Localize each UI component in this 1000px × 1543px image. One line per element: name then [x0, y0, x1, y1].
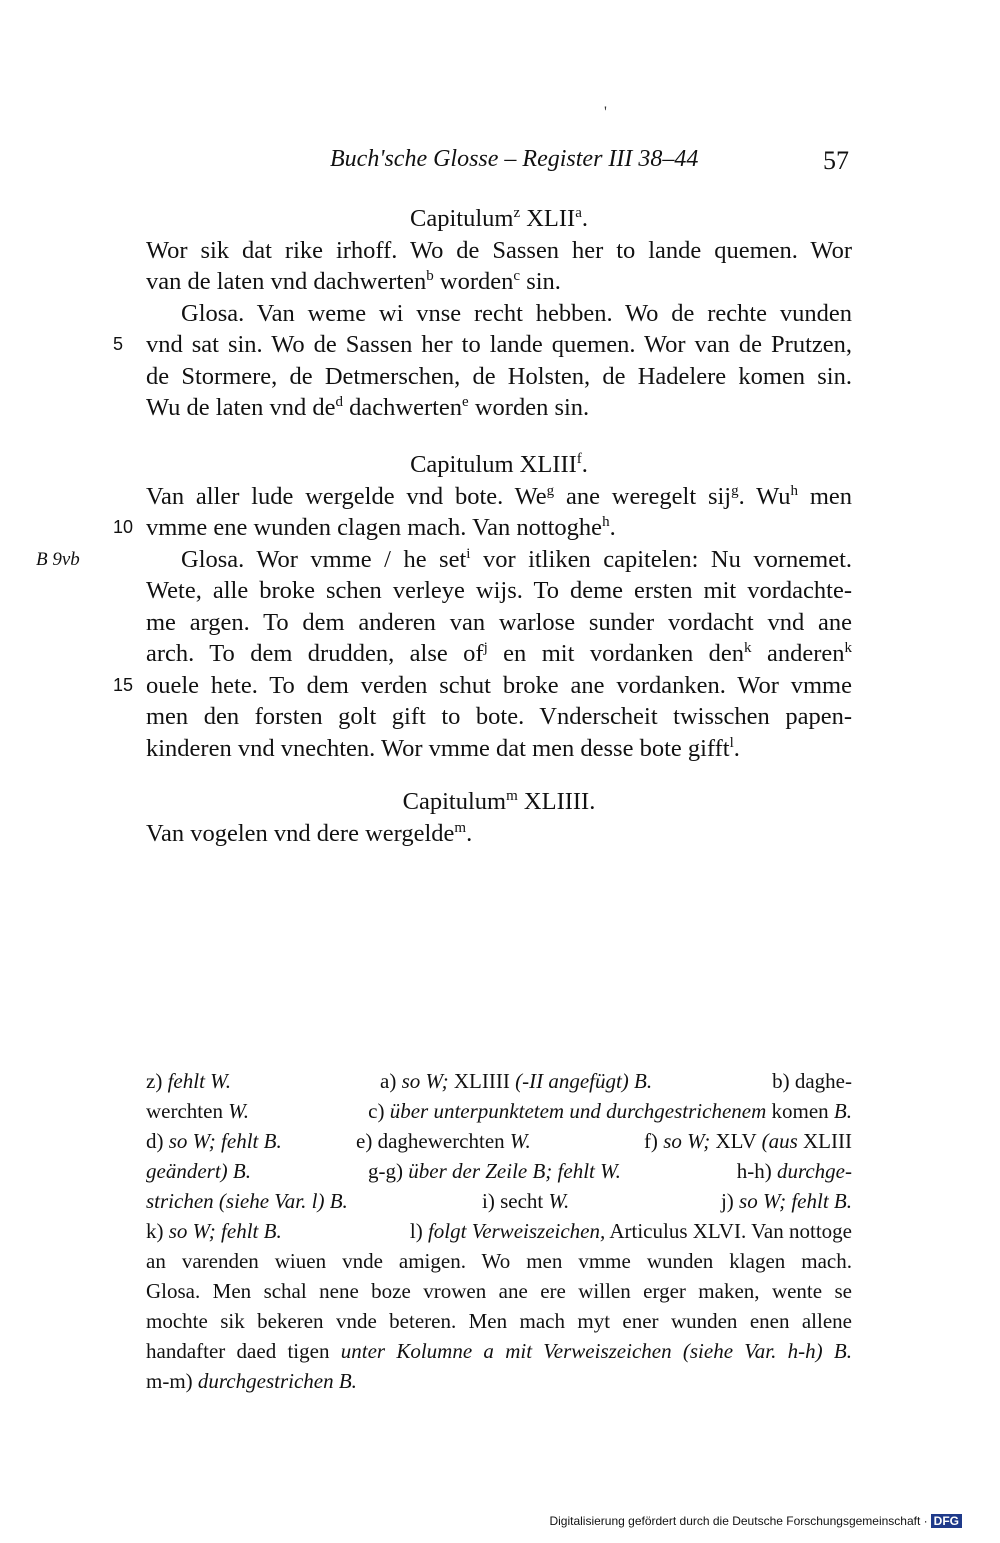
line-number: 10 [113, 517, 134, 537]
note-line: werchten W. c) über unterpunktetem und durchgestrichenem komen B. [146, 1096, 852, 1126]
note-b: b) daghe- [772, 1069, 852, 1093]
text-line: 15 ouele hete. To dem verden schut broke ane vordanken. Wor vmme [146, 670, 852, 702]
chapter-44 [146, 786, 852, 849]
funding-footer [549, 1514, 962, 1528]
note-j: j) so W; fehlt B. [720, 1189, 852, 1213]
text-line: 5 vnd sat sin. Wo de Sassen her to lande quemen. Wor van de Prutzen, [146, 329, 852, 361]
note-a: a) so W; XLIIII (-II angefügt) B. [380, 1069, 653, 1093]
text-line: Wu de laten vnd $de^d$ dachwerten$^e$ worden sin. [146, 393, 590, 421]
text-line: arch. To dem drudden, alse $of^j$ en mit vordanken den$^k$ anderen$^k$ [146, 639, 853, 667]
note-e: e) daghewerchten W. [356, 1129, 531, 1153]
running-head [330, 146, 850, 173]
text-line: Wete, alle broke schen verleye wijs. To deme ersten mit vordachte- [146, 577, 852, 604]
page-number: 57 [823, 146, 849, 175]
note-d: d) so W; fehlt B. [146, 1129, 282, 1153]
critical-apparatus [146, 1066, 852, 1396]
note-line [146, 1216, 852, 1246]
note-line: Glosa. Men schal nene boze vrowen ane ere willen erger maken, wente se [146, 1279, 852, 1303]
footer-text: Digitalisierung gefördert durch die Deutsche Forschungsgemeinschaft · [549, 1514, 928, 1528]
text-line: B 9vb Glosa. Wor vmme / he set$^i$ vor itliken capitelen: Nu vornemet. [146, 544, 852, 576]
text-line: 10 vmme ene wunden clagen mach. Van nottoghe$^h$. [146, 512, 852, 544]
text-line: Wor sik dat rike irhoff. Wo de Sassen her to lande quemen. Wor [146, 236, 852, 264]
text-line: van de laten vnd dachwerten$^b$ worden$^c$ sin. [146, 267, 561, 295]
text-line: Glosa. Van weme wi vnse recht hebben. Wo de rechte vunden [181, 299, 852, 327]
note-line: geändert) B. g-g) über der Zeile B; fehlt W. h-h) durchge- [146, 1156, 852, 1186]
text-line: Van vogelen vnd dere wergelde$^m$. [146, 819, 473, 847]
chapter-44-heading: Capitulum$^m$ XLIIII. [402, 787, 596, 815]
line-number: 15 [113, 674, 134, 695]
note-line [146, 1066, 852, 1096]
chapter-42 [113, 203, 852, 424]
note-line: strichen (siehe Var. l) B. i) secht W. j) so W; fehlt B. [146, 1186, 852, 1216]
line-number: 5 [113, 334, 124, 354]
text-line: men den forsten golt gift to bote. Vnderscheit twisschen papen- [146, 703, 852, 730]
note-g: g-g) über der Zeile B; fehlt W. [368, 1159, 621, 1183]
note-z: z) fehlt W. [146, 1069, 231, 1093]
note-line: an varenden wiuen vnde amigen. Wo men vmme wunden klagen mach. [146, 1249, 852, 1273]
note-m: m-m) durchgestrichen B. [146, 1369, 357, 1393]
note-l: l) folgt Verweiszeichen, Articulus XLVI. Van nottoge [409, 1219, 852, 1243]
chapter-43 [36, 449, 853, 764]
dfg-logo: DFG [931, 1514, 962, 1528]
chapter-42-heading: Capitulum$^z$ XLII$^a$. [409, 204, 589, 232]
note-f: f) so W; XLV (aus XLIII [643, 1129, 852, 1153]
note-line [146, 1126, 852, 1156]
note-line: mochte sik bekeren vnde beteren. Men mach myt ener wunden enen allene [146, 1309, 852, 1333]
note-line: handafter daed tigen unter Kolumne a mit Verweiszeichen (siehe Var. h-h) B. [146, 1339, 852, 1363]
note-c: c) über unterpunktetem und durchgestrichenem komen B. [368, 1099, 852, 1123]
running-title: Buch'sche Glosse – Register III 38–44 [330, 146, 699, 172]
note-k: k) so W; fehlt B. [146, 1219, 282, 1243]
stray-mark: ' [604, 104, 607, 121]
text-line: de Stormere, de Detmerschen, de Holsten, de Hadelere komen sin. [146, 362, 852, 390]
text-line: Van aller lude wergelde vnd bote. We$^g$ ane weregelt sij$^g$. Wu$^h$ men [146, 482, 852, 510]
chapter-43-heading: Capitulum XLIII$^f$. [410, 450, 588, 478]
note-i: i) secht W. [482, 1189, 570, 1213]
note-h: h-h) durchge- [736, 1159, 852, 1183]
margin-note: B 9vb [36, 548, 80, 570]
text-line: me argen. To dem anderen van warlose sunder vordacht vnd ane [146, 608, 852, 636]
text-line: kinderen vnd vnechten. Wor vmme dat men desse bote gifft$^l$. [146, 734, 740, 762]
